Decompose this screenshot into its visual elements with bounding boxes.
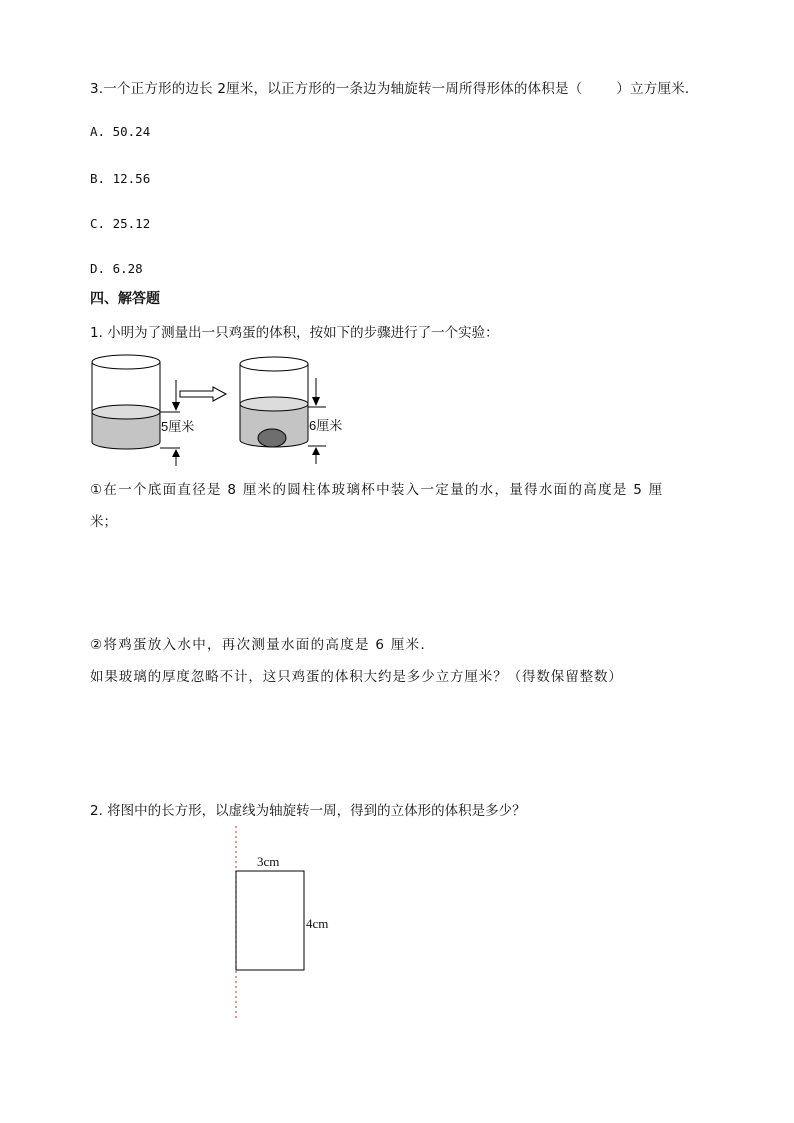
option-value: 25.12 [112, 216, 151, 231]
question-3-text-after: ）立方厘米． [616, 81, 699, 97]
step-1-line-2: 米； [90, 514, 117, 530]
height-label-left: 5厘米 [161, 419, 195, 434]
egg-icon [258, 429, 286, 447]
rectangle [236, 871, 304, 970]
option-letter: C. [90, 216, 106, 231]
width-label: 3cm [257, 854, 280, 869]
problem-1-intro: 1. 小明为了测量出一只鸡蛋的体积，按如下的步骤进行了一个实验： [90, 325, 499, 341]
option-value: 50.24 [112, 124, 151, 139]
section-title: 四、解答题 [90, 291, 160, 307]
problem-1-question: 如果玻璃的厚度忽略不计，这只鸡蛋的体积大约是多少立方厘米？（得数保留整数） [90, 669, 623, 685]
option-letter: B. [90, 171, 106, 186]
question-3-text-before: 3.一个正方形的边长 2厘米，以正方形的一条边为轴旋转一周所得形体的体积是（ [90, 81, 583, 97]
problem-2-intro: 2. 将图中的长方形，以虚线为轴旋转一周，得到的立体形的体积是多少？ [90, 803, 526, 819]
cylinder-after [240, 357, 308, 447]
option-letter: D. [90, 261, 106, 276]
height-label-right: 6厘米 [309, 418, 343, 433]
step-1-line-1: ①在一个底面直径是 8 厘米的圆柱体玻璃杯中装入一定量的水，量得水面的高度是 5 厘 [90, 482, 664, 498]
option-letter: A. [90, 124, 106, 139]
option-value: 12.56 [112, 171, 151, 186]
cylinder-before [92, 355, 160, 449]
transition-arrow [180, 387, 226, 401]
height-label: 4cm [306, 916, 329, 931]
step-2: ②将鸡蛋放入水中，再次测量水面的高度是 6 厘米． [90, 637, 436, 653]
option-value: 6.28 [112, 261, 143, 276]
